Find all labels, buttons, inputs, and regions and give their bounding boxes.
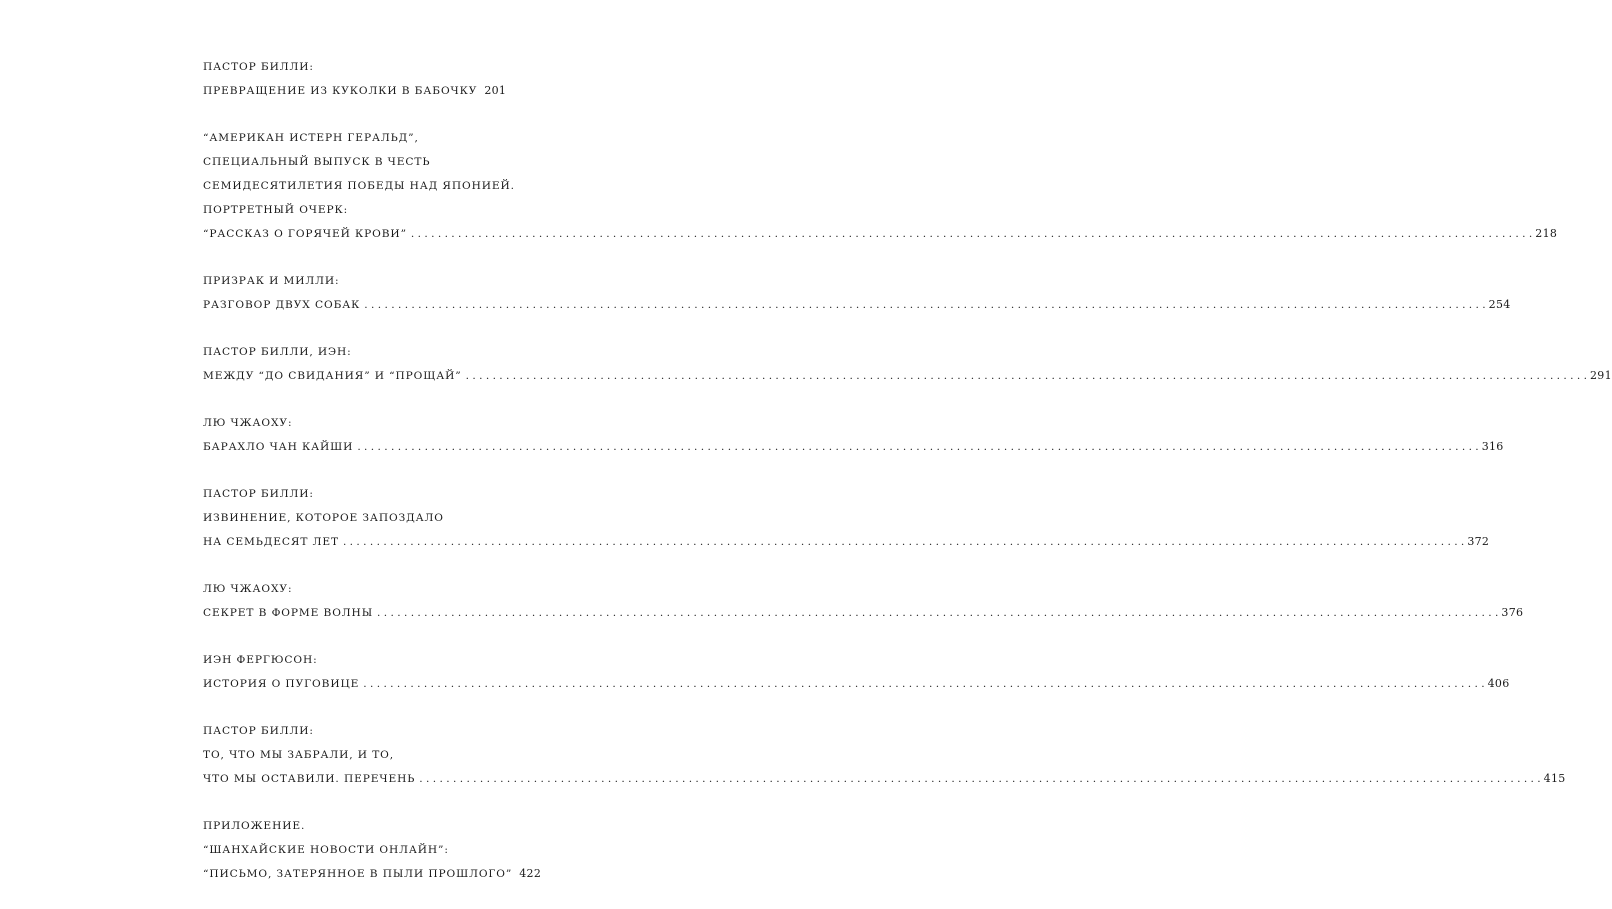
page-number: 218 <box>1535 227 1558 240</box>
toc-entry-heading-line <box>203 814 495 838</box>
toc-entry-text: “ШАНХАЙСКИЕ НОВОСТИ ОНЛАЙН”: <box>203 844 449 856</box>
toc-entry-heading-line <box>203 577 495 601</box>
toc-entry <box>203 482 1490 554</box>
toc-entry-heading-line <box>203 482 495 506</box>
toc-entry-text: ПОРТРЕТНЫЙ ОЧЕРК: <box>203 204 349 216</box>
toc-entry-text: МЕЖДУ “ДО СВИДАНИЯ” И “ПРОЩАЙ” <box>203 370 462 382</box>
toc-entry-heading-line <box>203 838 495 862</box>
toc-entry <box>203 55 507 103</box>
page-number: 316 <box>1481 440 1504 453</box>
toc-entry-title-line <box>203 435 1504 459</box>
toc-entry-text: БАРАХЛО ЧАН КАЙШИ <box>203 441 354 453</box>
toc-entry-text: ПРИЛОЖЕНИЕ. <box>203 820 306 832</box>
toc-entry-text: СЕКРЕТ В ФОРМЕ ВОЛНЫ <box>203 607 374 619</box>
toc-entry <box>203 269 1511 317</box>
toc-entry-text: ПРИЗРАК И МИЛЛИ: <box>203 275 340 287</box>
toc-entry-heading-line <box>203 174 515 198</box>
toc-entry-text: ИЗВИНЕНИЕ, КОТОРОЕ ЗАПОЗДАЛО <box>203 512 444 524</box>
page-number: 372 <box>1467 535 1490 548</box>
toc-entry-title-line <box>203 601 1524 625</box>
toc-entry-heading-line <box>203 198 495 222</box>
toc-entry-text: “РАССКАЗ О ГОРЯЧЕЙ КРОВИ” <box>203 228 407 240</box>
toc-entry <box>203 648 1510 696</box>
toc-entry-text: ПАСТОР БИЛЛИ: <box>203 488 314 500</box>
toc-entry-heading-line <box>203 506 495 530</box>
toc-entry <box>203 126 1558 246</box>
toc-entry-text: ПАСТОР БИЛЛИ: <box>203 61 314 73</box>
dot-leader <box>363 672 1484 696</box>
page-number: 422 <box>519 867 542 880</box>
dot-leader <box>419 767 1540 791</box>
toc-entry-text: ИЭН ФЕРГЮСОН: <box>203 654 318 666</box>
toc-entry-heading-line <box>203 743 495 767</box>
dot-leader <box>411 222 1532 246</box>
toc-entry-heading-line <box>203 719 495 743</box>
toc-entry-heading-line <box>203 55 495 79</box>
toc-entry <box>203 719 1566 791</box>
toc-entry-heading-line <box>203 340 495 364</box>
toc-entry-text: НА СЕМЬДЕСЯТ ЛЕТ <box>203 536 339 548</box>
dot-leader <box>377 601 1498 625</box>
toc-entry <box>203 577 1524 625</box>
toc-entry <box>203 411 1504 459</box>
page-number: 406 <box>1487 677 1510 690</box>
toc-entry-text: РАЗГОВОР ДВУХ СОБАК <box>203 299 361 311</box>
toc-entry-title-line <box>203 293 1511 317</box>
toc-entry-heading-line <box>203 269 495 293</box>
dot-leader <box>364 293 1485 317</box>
table-of-contents <box>203 55 1612 909</box>
toc-entry-title-line <box>203 364 1612 388</box>
toc-entry-text: ЛЮ ЧЖАОХУ: <box>203 417 293 429</box>
toc-entry-text: ЧТО МЫ ОСТАВИЛИ. ПЕРЕЧЕНЬ <box>203 773 416 785</box>
toc-entry <box>203 814 542 886</box>
toc-entry-text: ПРЕВРАЩЕНИЕ ИЗ КУКОЛКИ В БАБОЧКУ <box>203 85 478 97</box>
toc-entry-title-line <box>203 79 507 103</box>
page-number: 201 <box>484 84 507 97</box>
toc-entry-text: “ПИСЬМО, ЗАТЕРЯННОЕ В ПЫЛИ ПРОШЛОГО” <box>203 868 513 880</box>
dot-leader <box>466 364 1587 388</box>
toc-entry-heading-line <box>203 648 495 672</box>
page-number: 376 <box>1501 606 1524 619</box>
toc-entry-text: ТО, ЧТО МЫ ЗАБРАЛИ, И ТО, <box>203 749 395 761</box>
dot-leader <box>357 435 1478 459</box>
toc-entry-title-line <box>203 530 1490 554</box>
toc-entry-text: СЕМИДЕСЯТИЛЕТИЯ ПОБЕДЫ НАД ЯПОНИЕЙ. <box>203 180 515 192</box>
page-number: 291 <box>1590 369 1612 382</box>
toc-entry-title-line <box>203 672 1510 696</box>
toc-entry-text: ПАСТОР БИЛЛИ: <box>203 725 314 737</box>
page-number: 254 <box>1488 298 1511 311</box>
toc-entry-text: СПЕЦИАЛЬНЫЙ ВЫПУСК В ЧЕСТЬ <box>203 156 431 168</box>
toc-entry-text: ПАСТОР БИЛЛИ, ИЭН: <box>203 346 352 358</box>
page-number: 415 <box>1543 772 1566 785</box>
toc-entry-text: ИСТОРИЯ О ПУГОВИЦЕ <box>203 678 360 690</box>
toc-entry-heading-line <box>203 411 495 435</box>
toc-entry-heading-line <box>203 126 495 150</box>
toc-entry-text: “АМЕРИКАН ИСТЕРН ГЕРАЛЬД”, <box>203 132 419 144</box>
toc-entry-title-line <box>203 222 1558 246</box>
dot-leader <box>343 530 1464 554</box>
toc-entry <box>203 340 1612 388</box>
toc-entry-text: ЛЮ ЧЖАОХУ: <box>203 583 293 595</box>
toc-entry-title-line <box>203 862 542 886</box>
toc-entry-title-line <box>203 767 1566 791</box>
toc-entry-heading-line <box>203 150 495 174</box>
